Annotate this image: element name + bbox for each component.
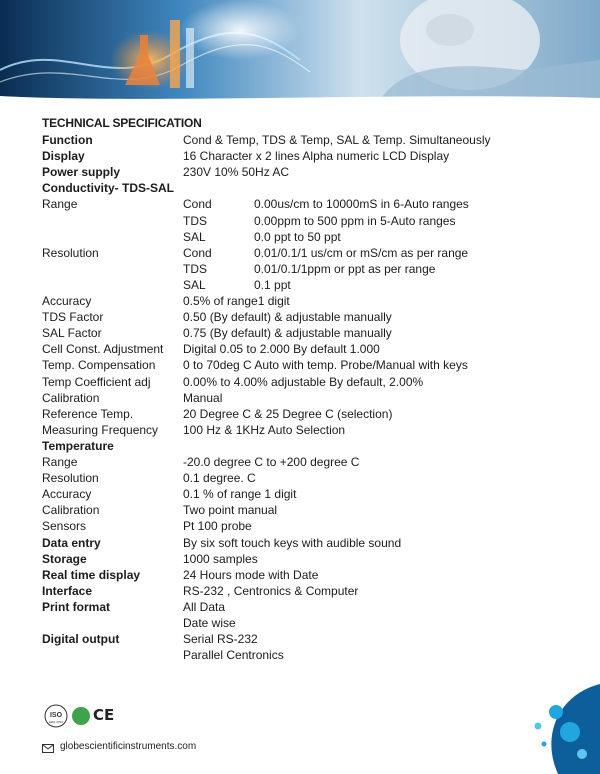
spec-subvalue: 0.0 ppt to 50 ppt <box>254 229 341 244</box>
iso-certification-icon <box>44 704 68 728</box>
spec-row <box>42 551 562 567</box>
spec-subvalue: 0.01/0.1/1ppm or ppt as per range <box>254 261 436 276</box>
spec-value: Cond & Temp, TDS & Temp, SAL & Temp. Simultaneously <box>183 133 491 147</box>
spec-subvalue: 0.00ppm to 500 ppm in 5-Auto ranges <box>254 213 456 228</box>
spec-label: Resolution <box>42 245 99 260</box>
spec-value: 20 Degree C & 25 Degree C (selection) <box>183 406 393 421</box>
spec-value: 0.5% of range1 digit <box>183 294 290 308</box>
spec-label: Resolution <box>42 471 99 486</box>
spec-label: Reference Temp. <box>42 406 134 421</box>
spec-row <box>42 309 562 325</box>
spec-value: Manual <box>183 390 223 405</box>
spec-label: Sensors <box>42 519 87 534</box>
spec-value: 0.00% to 4.00% adjustable By default, 2.00% <box>183 374 424 389</box>
spec-subvalue: 0.00us/cm to 10000mS in 6-Auto ranges <box>254 197 469 212</box>
website-link[interactable]: globescientificinstruments.com <box>60 741 197 752</box>
spec-value: By six soft touch keys with audible sound <box>183 535 402 550</box>
spec-row <box>42 470 562 486</box>
spec-row <box>42 518 562 534</box>
spec-value: Date wise <box>183 616 236 630</box>
spec-label: Interface <box>42 583 93 598</box>
spec-row <box>42 406 562 422</box>
spec-row <box>42 132 562 148</box>
spec-sublabel: Cond <box>183 197 212 212</box>
iso-mark: ISO <box>49 712 63 719</box>
spec-label: Cell Const. Adjustment <box>42 342 164 357</box>
spec-value: 0.75 (By default) & adjustable manually <box>183 326 392 341</box>
spec-label: Print format <box>42 599 111 614</box>
spec-value: -20.0 degree C to +200 degree C <box>183 455 360 469</box>
spec-value: Two point manual <box>183 503 278 518</box>
spec-row <box>42 486 562 502</box>
banner-artwork <box>0 0 600 100</box>
spec-label: Accuracy <box>42 487 92 502</box>
spec-row <box>42 583 562 599</box>
spec-row <box>42 229 562 245</box>
green-certification-icon <box>72 707 90 725</box>
spec-value: 16 Character x 2 lines Alpha numeric LCD Display <box>183 149 450 164</box>
spec-row <box>42 374 562 390</box>
header-banner <box>0 0 600 100</box>
spec-row <box>42 535 562 551</box>
spec-label: Digital output <box>42 632 120 647</box>
spec-label: Function <box>42 133 93 147</box>
spec-label: Real time display <box>42 567 141 582</box>
spec-sublabel: TDS <box>183 261 207 276</box>
spec-row <box>42 277 562 293</box>
spec-sublabel: TDS <box>183 213 207 228</box>
decorative-bubbles <box>500 684 600 774</box>
spec-value: 0.1 % of range 1 digit <box>183 487 297 502</box>
spec-value: All Data <box>183 599 226 614</box>
spec-value: RS-232 , Centronics & Computer <box>183 583 359 598</box>
spec-label: Calibration <box>42 503 100 518</box>
spec-label: SAL Factor <box>42 326 102 341</box>
spec-label: Data entry <box>42 535 101 550</box>
spec-row <box>42 293 562 309</box>
ce-mark-icon: CE <box>93 706 115 724</box>
spec-row <box>42 180 562 196</box>
spec-label: Accuracy <box>42 294 92 308</box>
section-title: TECHNICAL SPECIFICATION <box>42 116 202 130</box>
spec-row <box>42 454 562 470</box>
spec-subvalue: 0.01/0.1/1 us/cm or mS/cm as per range <box>254 245 469 260</box>
spec-row <box>42 631 562 647</box>
spec-row <box>42 196 562 212</box>
spec-row <box>42 502 562 518</box>
spec-value: Pt 100 probe <box>183 519 252 534</box>
spec-row <box>42 357 562 373</box>
spec-label: Temp. Compensation <box>42 358 156 373</box>
spec-sublabel: SAL <box>183 277 206 292</box>
spec-row <box>42 422 562 438</box>
spec-row <box>42 390 562 406</box>
spec-value: 0.50 (By default) & adjustable manually <box>183 310 392 325</box>
spec-row <box>42 213 562 229</box>
spec-label: Display <box>42 149 85 164</box>
spec-row <box>42 599 562 615</box>
spec-value: 0 to 70deg C Auto with temp. Probe/Manual with keys <box>183 358 468 373</box>
spec-row <box>42 438 562 454</box>
spec-subvalue: 0.1 ppt <box>254 277 291 292</box>
spec-row <box>42 615 562 631</box>
spec-sublabel: Cond <box>183 245 212 260</box>
spec-row <box>42 261 562 277</box>
spec-row <box>42 325 562 341</box>
spec-label: Conductivity- TDS-SAL <box>42 181 174 196</box>
spec-value: 24 Hours mode with Date <box>183 567 319 582</box>
spec-value: 100 Hz & 1KHz Auto Selection <box>183 422 346 437</box>
spec-value: Parallel Centronics <box>183 648 284 663</box>
spec-value: 1000 samples <box>183 551 258 566</box>
spec-label: TDS Factor <box>42 310 104 325</box>
spec-label: Storage <box>42 551 87 566</box>
spec-label: Range <box>42 455 78 469</box>
spec-row <box>42 245 562 261</box>
spec-row <box>42 148 562 164</box>
spec-label: Power supply <box>42 165 121 180</box>
spec-label: Range <box>42 197 78 212</box>
spec-label: Calibration <box>42 390 100 405</box>
spec-value: Digital 0.05 to 2.000 By default 1.000 <box>183 342 380 357</box>
spec-value: Serial RS-232 <box>183 632 258 647</box>
spec-row <box>42 164 562 180</box>
spec-row <box>42 647 562 663</box>
spec-label: Temperature <box>42 438 114 453</box>
spec-row <box>42 341 562 357</box>
spec-value: 230V 10% 50Hz AC <box>183 165 290 180</box>
spec-sublabel: SAL <box>183 229 206 244</box>
iso-standard: 9001:2015 <box>48 720 64 724</box>
spec-label: Measuring Frequency <box>42 422 159 437</box>
envelope-icon <box>42 744 54 753</box>
spec-value: 0.1 degree. C <box>183 471 256 486</box>
spec-label: Temp Coefficient adj <box>42 374 151 389</box>
spec-row <box>42 567 562 583</box>
